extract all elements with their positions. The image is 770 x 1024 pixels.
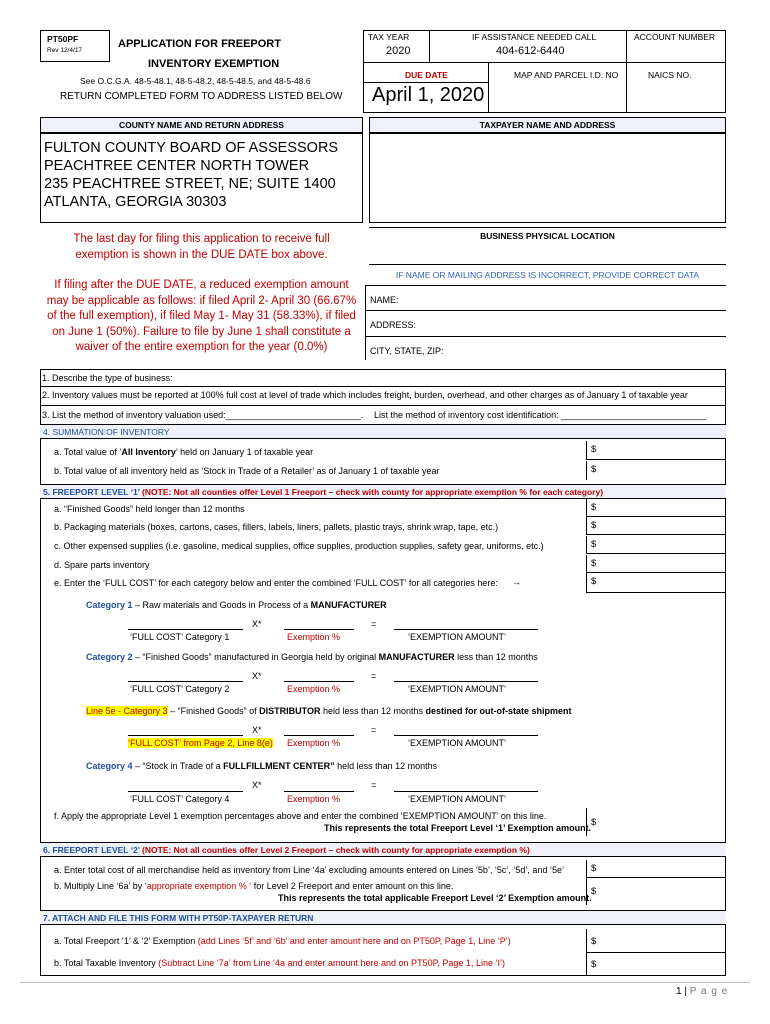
map-parcel-label: MAP AND PARCEL I.D. NO <box>514 70 619 80</box>
dollar-sign: $ <box>591 558 597 569</box>
line-3-cost-identification[interactable]: List the method of inventory cost identification: _____________________________ <box>374 410 707 420</box>
section-5-title: 5. FREEPORT LEVEL ‘1’ <box>43 487 143 497</box>
category-1-full-cost-field[interactable] <box>128 620 243 630</box>
category-1-text: – Raw materials and Goods in Process of a <box>132 600 311 610</box>
due-date-value: April 1, 2020 <box>372 84 485 106</box>
section-4-header: 4. SUMMATION OF INVENTORY <box>40 424 726 439</box>
dollar-sign: $ <box>591 464 597 475</box>
category-2-full-cost-field[interactable] <box>128 672 243 682</box>
dollar-sign: $ <box>591 576 597 587</box>
dollar-sign: $ <box>591 936 597 947</box>
form-rev: Rev 12/4/17 <box>47 47 83 54</box>
line-5d: d. Spare parts inventory <box>54 560 150 570</box>
row-divider <box>40 405 726 406</box>
grid-vline-3 <box>488 62 489 113</box>
grid-hline-2 <box>363 82 488 83</box>
category-3-label: Line 5e - Category 3 <box>86 706 168 716</box>
category-3-full-cost-field[interactable] <box>128 726 243 736</box>
city-state-zip-label: CITY, STATE, ZIP: <box>370 346 444 356</box>
assistance-phone: 404-612-6440 <box>496 45 565 57</box>
line-5a-amount[interactable] <box>586 499 726 517</box>
category-3-bold-2: destined for out-of-state shipment <box>425 706 572 716</box>
line-7b-red: (Subtract Line ‘7a’ from Line ‘4a and enter amount here and on PT50P, Page 1, Line ‘I’) <box>158 958 505 968</box>
address-field-label: ADDRESS: <box>370 320 417 330</box>
exemption-pct-caption: Exemption % <box>287 684 341 694</box>
page-separator: | <box>681 986 690 997</box>
city-top <box>365 336 726 337</box>
naics-label: NAICS NO. <box>648 70 692 80</box>
line-4b-amount[interactable] <box>586 461 726 480</box>
category-4-full-cost-caption: ‘FULL COST’ Category 4 <box>130 794 230 804</box>
page-word: P a g e <box>689 986 729 997</box>
business-loc-top <box>369 227 726 228</box>
dollar-sign: $ <box>591 863 597 874</box>
form-title-2: INVENTORY EXEMPTION <box>148 58 280 70</box>
filing-deadline-notice <box>40 231 363 263</box>
late-line-5: waiver of the entire exemption for the year (0.0%) <box>75 341 328 353</box>
late-line-2: may be applicable as follows: if filed April 2- April 30 (66.67% <box>46 294 357 307</box>
line-6a-amount[interactable] <box>586 860 726 878</box>
exemption-amount-caption: ‘EXEMPTION AMOUNT’ <box>408 794 507 804</box>
category-1-label: Category 1 <box>86 600 133 610</box>
dollar-sign: $ <box>591 539 597 550</box>
grid-vline-2 <box>626 30 627 113</box>
category-2-heading <box>86 652 538 662</box>
line-7b-amount[interactable] <box>586 953 726 976</box>
line-5d-amount[interactable] <box>586 555 726 573</box>
line-4a <box>54 447 313 457</box>
county-line-4: ATLANTA, GEORGIA 30303 <box>44 194 227 210</box>
business-location-label: BUSINESS PHYSICAL LOCATION <box>480 231 615 241</box>
line-2-full-cost: 2. Inventory values must be reported at 100% full cost at level of trade which includes freight, burden, overhead, and other charges as of January 1 of taxable year <box>42 390 688 400</box>
line-5f: f. Apply the appropriate Level 1 exemption percentages above and enter the combined ‘EXEMPTION AMOUNT’ on this line. <box>54 811 547 821</box>
line-6b-pre: b. Multiply Line ‘6a’ by ‘ <box>54 881 147 891</box>
page-number: 1 <box>676 986 682 997</box>
county-line-2: PEACHTREE CENTER NORTH TOWER <box>44 158 310 174</box>
form-id-box <box>40 30 110 62</box>
dollar-sign: $ <box>591 959 597 970</box>
name-field-label: NAME: <box>370 295 399 305</box>
arrow-right-icon: → <box>512 577 521 587</box>
incorrect-top <box>369 264 726 265</box>
due-date-label: DUE DATE <box>405 70 448 80</box>
category-4-bold: FULLFILLMENT CENTER” <box>223 761 335 771</box>
line-4b: b. Total value of all inventory held as ‘Stock in Trade of a Retailer’ as of January 1 of taxable year <box>54 466 440 476</box>
line-3-valuation-method[interactable]: 3. List the method of inventory valuation used:___________________________. <box>42 410 364 420</box>
late-line-1: If filing after the DUE DATE, a reduced exemption amount <box>54 279 349 291</box>
line-5b-amount[interactable] <box>586 517 726 535</box>
grid-vline-1 <box>429 30 430 62</box>
category-3-exemption-pct-field[interactable] <box>284 726 354 736</box>
line-6b-post: for Level 2 Freeport and enter amount on this line. <box>251 881 454 891</box>
category-2-text: – “Finished Goods” manufactured in Georgia held by original <box>132 652 379 662</box>
category-4-label: Category 4 <box>86 761 133 771</box>
line-7b <box>54 958 505 968</box>
notice-line-1: The last day for filing this application to receive full <box>73 233 330 245</box>
x-star: X* <box>252 725 262 735</box>
equals-sign: = <box>371 725 377 735</box>
line-6b-amount[interactable] <box>586 878 726 905</box>
line-6b-total-note: This represents the total applicable Freeport Level ‘2’ Exemption amount. <box>278 893 592 903</box>
taxpayer-address-box[interactable] <box>369 133 726 223</box>
section-6-header <box>40 842 726 857</box>
late-line-4: on June 1 (50%). Failure to file by June 1 shall constitute a <box>52 325 351 338</box>
line-7a-red: (add Lines ‘5f’ and ‘6b’ and enter amount here and on PT50P, Page 1, Line ‘P’) <box>197 936 511 946</box>
grid-hline-1 <box>363 62 726 63</box>
category-4-post: held less than 12 months <box>334 761 438 771</box>
line-4a-amount[interactable] <box>586 441 726 460</box>
statute-codes: See O.C.G.A. 48-5-48.1, 48-5-48.2, 48-5-48.5, and 48-5-48.6 <box>80 76 311 86</box>
category-3-heading <box>86 706 572 716</box>
line-5b: b. Packaging materials (boxes, cartons, cases, fillers, labels, liners, pallets, plastic trays, shrink wrap, tape, etc.) <box>54 522 499 532</box>
x-star: X* <box>252 671 262 681</box>
tax-year-value[interactable]: 2020 <box>386 45 411 57</box>
x-star: X* <box>252 619 262 629</box>
category-3-bold: DISTRIBUTOR <box>259 706 321 716</box>
dollar-sign: $ <box>591 444 597 455</box>
line-6b-red: appropriate exemption % ‘ <box>146 881 252 891</box>
account-number-label: ACCOUNT NUMBER <box>634 32 716 42</box>
line-4a-bold: All Inventory <box>121 447 176 457</box>
form-code: PT50PF <box>47 34 79 44</box>
line-7b-pre: b. Total Taxable Inventory <box>54 958 159 968</box>
equals-sign: = <box>371 671 377 681</box>
category-4-heading <box>86 761 437 771</box>
section-5-note: (NOTE: Not all counties offer Level 1 Freeport – check with county for appropriate exemption % for each category) <box>142 487 604 497</box>
category-2-label: Category 2 <box>86 652 133 662</box>
category-2-post: less than 12 months <box>454 652 538 662</box>
category-4-exemption-amount-field[interactable] <box>394 782 538 792</box>
exemption-pct-caption: Exemption % <box>287 738 341 748</box>
notice-line-2: exemption is shown in the DUE DATE box above. <box>75 249 328 261</box>
line-7a-amount[interactable] <box>586 929 726 953</box>
line-4a-pre: a. Total value of ‘ <box>54 447 122 457</box>
category-3-text: – “Finished Goods” of <box>167 706 260 716</box>
line-6a: a. Enter total cost of all merchandise held as inventory from Line ‘4a’ excluding amounts entered on Lines ‘5b’, ‘5c’, ‘5d’, and ‘5e’ <box>54 865 564 875</box>
form-title-1: APPLICATION FOR FREEPORT <box>118 38 281 50</box>
category-4-text: – “Stock in Trade of a <box>132 761 224 771</box>
section-5-header <box>40 484 726 499</box>
exemption-amount-caption: ‘EXEMPTION AMOUNT’ <box>408 684 507 694</box>
late-filing-notice <box>36 278 367 356</box>
row-divider <box>40 386 726 387</box>
category-2-full-cost-caption: ‘FULL COST’ Category 2 <box>130 684 230 694</box>
exemption-pct-caption: Exemption % <box>287 632 341 642</box>
line-7a <box>54 936 511 946</box>
category-1-heading <box>86 600 387 610</box>
line-5e-amount[interactable] <box>586 573 726 593</box>
incorrect-data-note: IF NAME OR MAILING ADDRESS IS INCORRECT, PROVIDE CORRECT DATA <box>395 270 700 280</box>
x-star: X* <box>252 780 262 790</box>
section-7-header: 7. ATTACH AND FILE THIS FORM WITH PT50P-TAXPAYER RETURN <box>40 910 726 925</box>
page-footer <box>676 986 728 997</box>
category-1-bold: MANUFACTURER <box>310 600 387 610</box>
line-6b <box>54 881 453 891</box>
taxpayer-label: TAXPAYER NAME AND ADDRESS <box>479 120 616 130</box>
line-1-business-type[interactable]: 1. Describe the type of business: <box>42 373 173 383</box>
return-instruction: RETURN COMPLETED FORM TO ADDRESS LISTED BELOW <box>60 91 343 102</box>
assistance-label: IF ASSISTANCE NEEDED CALL <box>472 32 597 42</box>
category-4-full-cost-field[interactable] <box>128 782 243 792</box>
line-7a-pre: a. Total Freeport ‘1’ & ‘2’ Exemption <box>54 936 198 946</box>
exemption-amount-caption: ‘EXEMPTION AMOUNT’ <box>408 738 507 748</box>
line-5e: e. Enter the ‘FULL COST’ for each category below and enter the combined ‘FULL COST’ for all categories here: <box>54 578 498 588</box>
category-1-full-cost-caption: ‘FULL COST’ Category 1 <box>130 632 230 642</box>
section-6-note: (NOTE: Not all counties offer Level 2 Freeport – check with county for appropriate exemption %) <box>142 845 530 855</box>
category-2-bold: MANUFACTURER <box>378 652 455 662</box>
category-1-exemption-amount-field[interactable] <box>394 620 538 630</box>
line-5f-total-note: This represents the total Freeport Level ‘1’ Exemption amount. <box>324 823 592 833</box>
dollar-sign: $ <box>591 520 597 531</box>
address-top <box>365 310 726 311</box>
line-5a: a. “Finished Goods” held longer than 12 months <box>54 504 245 514</box>
dollar-sign: $ <box>591 886 597 897</box>
line-4a-post: ’ held on January 1 of taxable year <box>175 447 314 457</box>
category-4-exemption-pct-field[interactable] <box>284 782 354 792</box>
line-5c-amount[interactable] <box>586 536 726 554</box>
dollar-sign: $ <box>591 502 597 513</box>
name-top <box>365 285 726 286</box>
equals-sign: = <box>371 619 377 629</box>
dollar-sign: $ <box>591 817 597 828</box>
category-2-exemption-amount-field[interactable] <box>394 672 538 682</box>
equals-sign: = <box>371 780 377 790</box>
line-5f-amount[interactable] <box>586 808 726 836</box>
line-5c: c. Other expensed supplies (i.e. gasoline, medical supplies, office supplies, production supplies, safety gear, uniforms, etc.) <box>54 541 544 551</box>
footer-rule <box>20 982 750 983</box>
category-3-full-cost-caption: ‘FULL COST’ from Page 2, Line 8(e) <box>128 738 273 748</box>
tax-year-label: TAX YEAR <box>368 32 410 42</box>
category-3-exemption-amount-field[interactable] <box>394 726 538 736</box>
exemption-amount-caption: ‘EXEMPTION AMOUNT’ <box>408 632 507 642</box>
county-line-1: FULTON COUNTY BOARD OF ASSESSORS <box>44 140 339 156</box>
late-line-3: of the full exemption), if filed May 1- May 31 (58.33%), if filed <box>47 310 356 322</box>
category-3-mid: held less than 12 months <box>320 706 426 716</box>
exemption-pct-caption: Exemption % <box>287 794 341 804</box>
category-1-exemption-pct-field[interactable] <box>284 620 354 630</box>
county-label: COUNTY NAME AND RETURN ADDRESS <box>119 120 284 130</box>
county-line-3: 235 PEACHTREE STREET, NE; SUITE 1400 <box>44 176 336 192</box>
section-6-title: 6. FREEPORT LEVEL ‘2’ <box>43 845 143 855</box>
category-2-exemption-pct-field[interactable] <box>284 672 354 682</box>
